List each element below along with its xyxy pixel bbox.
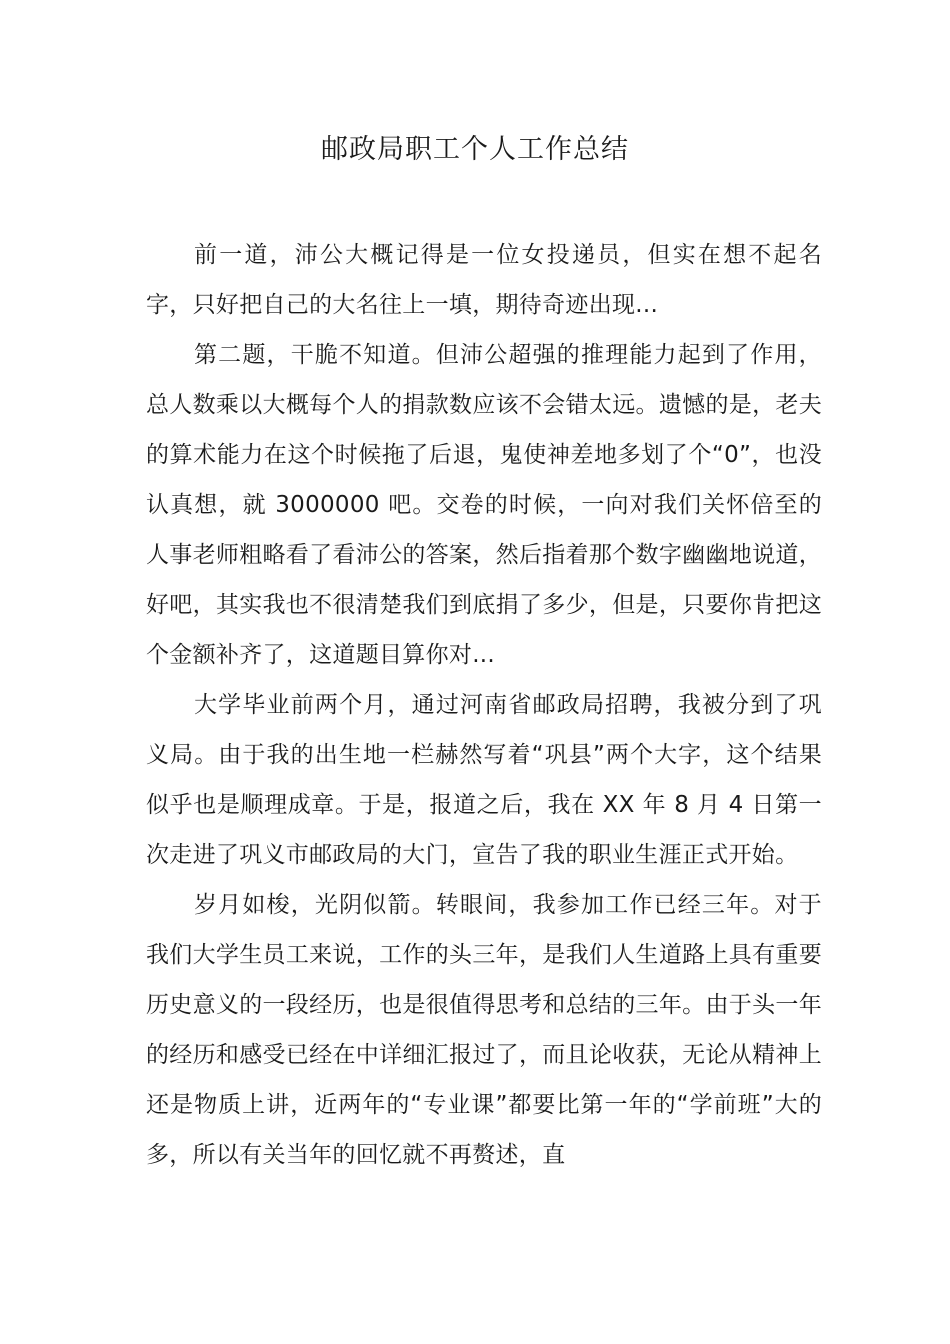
document-title: 邮政局职工个人工作总结: [321, 134, 629, 165]
paragraph-2: 第二题，干脆不知道。但沛公超强的推理能力起到了作用，总人数乘以大概每个人的捐款数应该不会错太远。遗憾的是，老夫的算术能力在这个时候拖了后退，鬼使神差地多划了个“0”，也没认真想，就 3000000 吧。交卷的时候，一向对我们关怀倍至的人事老师粗略看了看沛公的答案，然后指着那个数字幽幽地说道，好吧，其实我也不很清楚我们到底捐了多少，但是，只要你肯把这个金额补齐了，这道题目算你对...: [146, 342, 822, 668]
paragraph-1: 前一道，沛公大概记得是一位女投递员，但实在想不起名字，只好把自己的大名往上一填，期待奇迹出现...: [146, 242, 822, 318]
document-body: [146, 230, 822, 1180]
paragraph-4: 岁月如梭，光阴似箭。转眼间，我参加工作已经三年。对于我们大学生员工来说，工作的头三年，是我们人生道路上具有重要历史意义的一段经历，也是很值得思考和总结的三年。由于头一年的经历和感受已经在中详细汇报过了，而且论收获，无论从精神上还是物质上讲，近两年的“专业课”都要比第一年的“学前班”大的多，所以有关当年的回忆就不再赘述，直: [146, 892, 822, 1168]
paragraph-3: 大学毕业前两个月，通过河南省邮政局招聘，我被分到了巩义局。由于我的出生地一栏赫然写着“巩县”两个大字，这个结果似乎也是顺理成章。于是，报道之后，我在 XX 年 8 月 4 日第一次走进了巩义市邮政局的大门，宣告了我的职业生涯正式开始。: [146, 692, 822, 868]
